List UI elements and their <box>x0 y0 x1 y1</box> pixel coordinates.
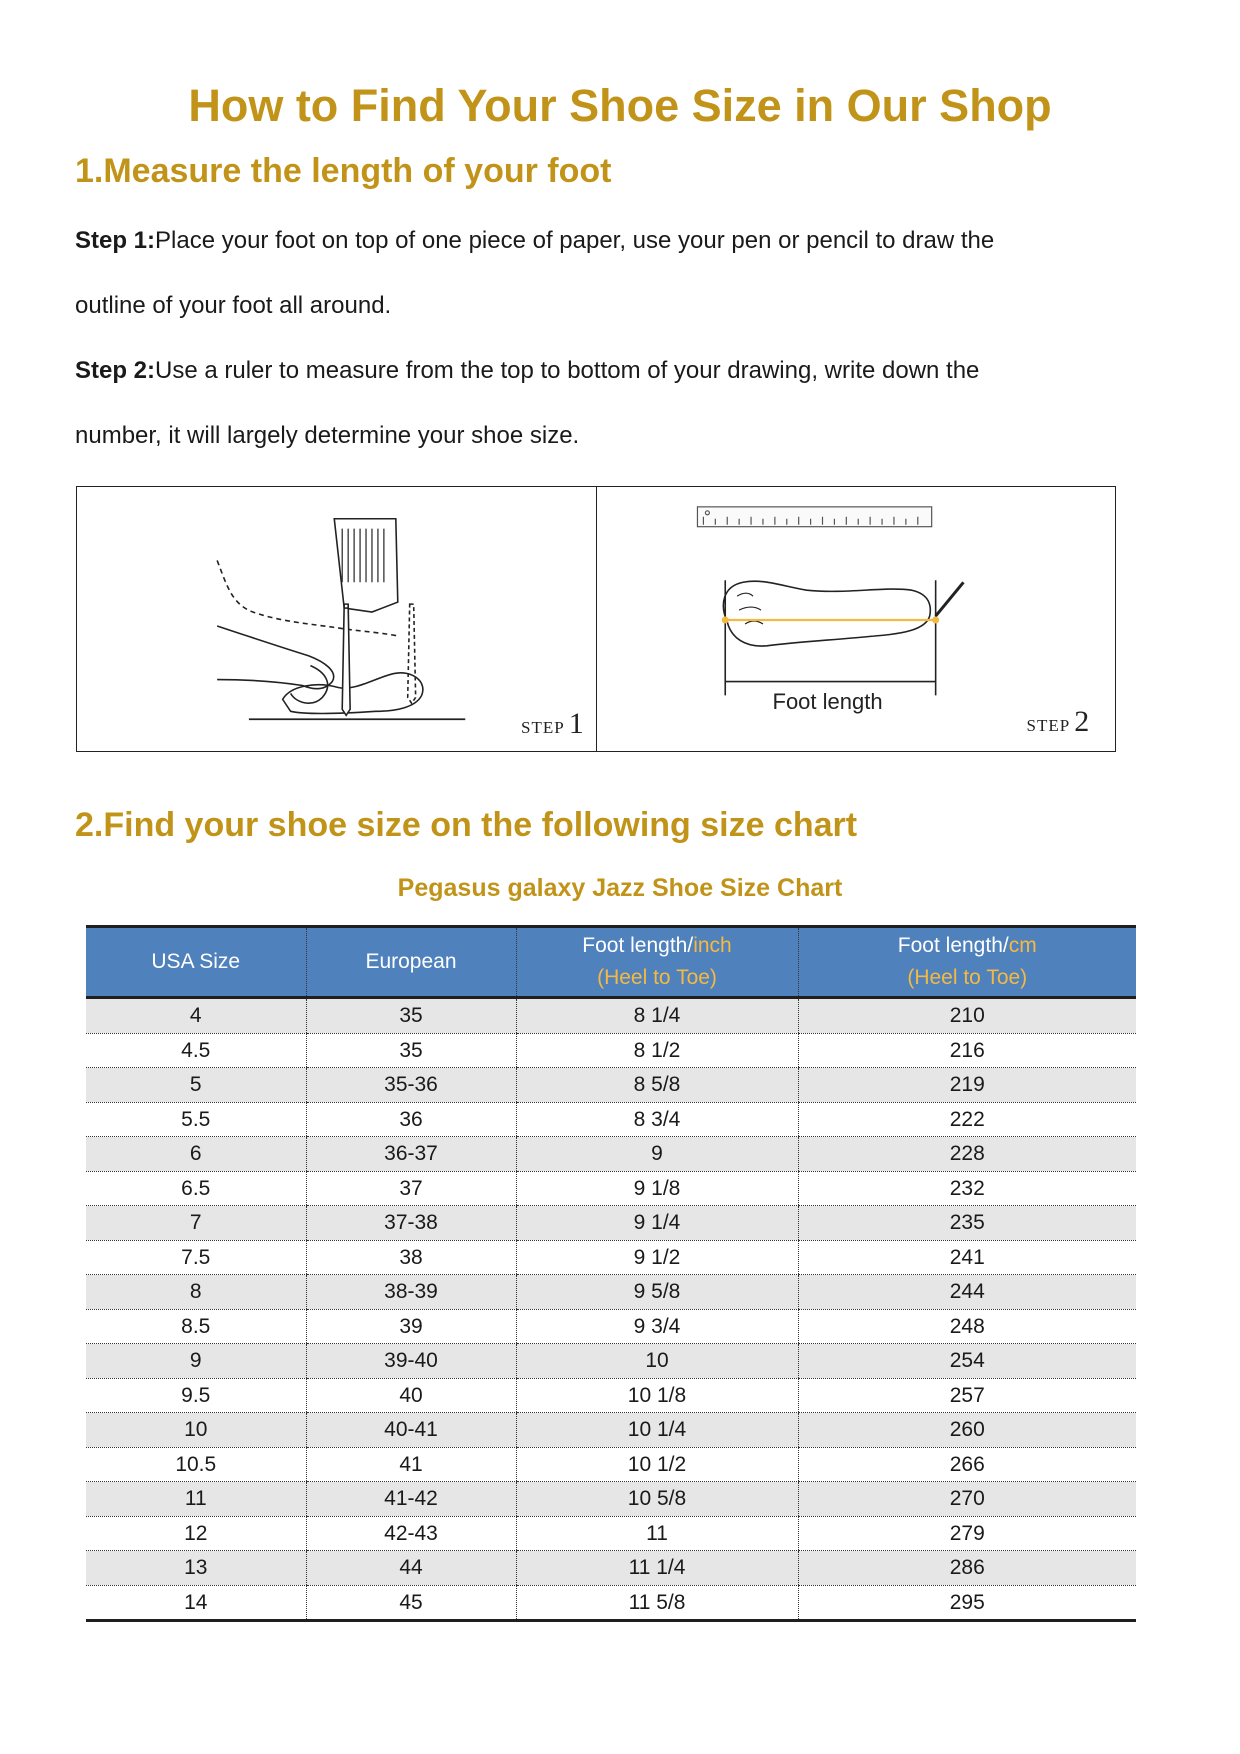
table-row <box>86 1378 1136 1413</box>
step-1-line-1 <box>75 226 1165 256</box>
european-cell: 36 <box>306 1102 516 1137</box>
foot-length-cm-cell: 266 <box>798 1447 1136 1482</box>
foot-length-cm-cell: 270 <box>798 1482 1136 1517</box>
european-cell: 38-39 <box>306 1275 516 1310</box>
table-row <box>86 1516 1136 1551</box>
foot-length-inch-cell: 10 5/8 <box>516 1482 798 1517</box>
foot-length-cm-cell: 232 <box>798 1171 1136 1206</box>
usa-size-cell: 12 <box>86 1516 306 1551</box>
foot-length-cm-cell: 219 <box>798 1068 1136 1103</box>
step-2-panel <box>596 487 1116 751</box>
foot-length-inch-cell: 9 1/8 <box>516 1171 798 1206</box>
step-2-label: Step 2: <box>75 357 156 384</box>
foot-length-cm-cell: 222 <box>798 1102 1136 1137</box>
european-cell: 35-36 <box>306 1068 516 1103</box>
table-row <box>86 1171 1136 1206</box>
header-foot-length-cm: Foot length/cm (Heel to Toe) <box>798 927 1136 998</box>
table-row <box>86 1551 1136 1586</box>
foot-length-cm-cell: 286 <box>798 1551 1136 1586</box>
section-2-heading: 2.Find your shoe size on the following size chart <box>75 806 858 844</box>
foot-length-cm-cell: 210 <box>798 998 1136 1034</box>
foot-length-cm-cell: 257 <box>798 1378 1136 1413</box>
foot-length-inch-cell: 8 5/8 <box>516 1068 798 1103</box>
table-row <box>86 1309 1136 1344</box>
header-european: European <box>306 927 516 998</box>
size-chart-body <box>86 998 1136 1621</box>
usa-size-cell: 7 <box>86 1206 306 1241</box>
page-title: How to Find Your Shoe Size in Our Shop <box>188 80 1052 131</box>
header-foot-length-inch: Foot length/inch (Heel to Toe) <box>516 927 798 998</box>
european-cell: 41-42 <box>306 1482 516 1517</box>
european-cell: 37 <box>306 1171 516 1206</box>
usa-size-cell: 6 <box>86 1137 306 1172</box>
foot-length-inch-cell: 11 1/4 <box>516 1551 798 1586</box>
usa-size-cell: 13 <box>86 1551 306 1586</box>
usa-size-cell: 9 <box>86 1344 306 1379</box>
usa-size-cell: 5.5 <box>86 1102 306 1137</box>
step-1-badge: STEP 1 <box>521 707 584 740</box>
measurement-figure <box>76 486 1116 752</box>
table-row <box>86 1275 1136 1310</box>
european-cell: 40-41 <box>306 1413 516 1448</box>
foot-length-inch-cell: 10 1/2 <box>516 1447 798 1482</box>
foot-length-cm-cell: 244 <box>798 1275 1136 1310</box>
table-row <box>86 1344 1136 1379</box>
foot-length-inch-cell: 8 3/4 <box>516 1102 798 1137</box>
european-cell: 37-38 <box>306 1206 516 1241</box>
usa-size-cell: 14 <box>86 1585 306 1621</box>
usa-size-cell: 5 <box>86 1068 306 1103</box>
foot-length-inch-cell: 9 3/4 <box>516 1309 798 1344</box>
foot-length-label: Foot length <box>772 689 883 714</box>
foot-length-inch-cell: 9 1/4 <box>516 1206 798 1241</box>
foot-length-inch-cell: 8 1/2 <box>516 1033 798 1068</box>
step-1-panel <box>77 487 596 751</box>
european-cell: 35 <box>306 998 516 1034</box>
usa-size-cell: 10 <box>86 1413 306 1448</box>
step-1-label: Step 1: <box>75 227 156 254</box>
usa-size-cell: 8 <box>86 1275 306 1310</box>
foot-length-inch-cell: 9 <box>516 1137 798 1172</box>
section-1-heading: 1.Measure the length of your foot <box>75 152 612 190</box>
header-usa-size: USA Size <box>86 927 306 998</box>
step-1-line-2: outline of your foot all around. <box>75 292 392 319</box>
european-cell: 42-43 <box>306 1516 516 1551</box>
foot-length-cm-cell: 241 <box>798 1240 1136 1275</box>
foot-length-cm-cell: 248 <box>798 1309 1136 1344</box>
foot-length-cm-cell: 235 <box>798 1206 1136 1241</box>
table-row <box>86 1068 1136 1103</box>
european-cell: 44 <box>306 1551 516 1586</box>
usa-size-cell: 4 <box>86 998 306 1034</box>
table-row <box>86 1447 1136 1482</box>
table-row <box>86 1240 1136 1275</box>
size-chart-table <box>86 925 1136 1622</box>
european-cell: 39 <box>306 1309 516 1344</box>
european-cell: 35 <box>306 1033 516 1068</box>
step-2-text: Use a ruler to measure from the top to bottom of your drawing, write down the <box>155 357 980 384</box>
foot-length-cm-cell: 228 <box>798 1137 1136 1172</box>
usa-size-cell: 9.5 <box>86 1378 306 1413</box>
usa-size-cell: 4.5 <box>86 1033 306 1068</box>
european-cell: 41 <box>306 1447 516 1482</box>
table-row <box>86 998 1136 1034</box>
step-2-badge: STEP 2 <box>1026 705 1090 738</box>
table-row <box>86 1033 1136 1068</box>
foot-length-inch-cell: 8 1/4 <box>516 998 798 1034</box>
step-1-text: Place your foot on top of one piece of paper, use your pen or pencil to draw the <box>155 227 995 254</box>
foot-length-cm-cell: 254 <box>798 1344 1136 1379</box>
foot-length-inch-cell: 10 <box>516 1344 798 1379</box>
table-row <box>86 1482 1136 1517</box>
step-2-line-1 <box>75 356 1165 386</box>
table-row <box>86 1206 1136 1241</box>
european-cell: 39-40 <box>306 1344 516 1379</box>
foot-length-inch-cell: 11 5/8 <box>516 1585 798 1621</box>
table-header-row <box>86 927 1136 998</box>
usa-size-cell: 6.5 <box>86 1171 306 1206</box>
foot-length-inch-cell: 10 1/8 <box>516 1378 798 1413</box>
usa-size-cell: 8.5 <box>86 1309 306 1344</box>
foot-length-cm-cell: 295 <box>798 1585 1136 1621</box>
foot-length-cm-cell: 260 <box>798 1413 1136 1448</box>
usa-size-cell: 11 <box>86 1482 306 1517</box>
usa-size-cell: 10.5 <box>86 1447 306 1482</box>
table-row <box>86 1413 1136 1448</box>
foot-length-inch-cell: 9 5/8 <box>516 1275 798 1310</box>
chart-title: Pegasus galaxy Jazz Shoe Size Chart <box>397 874 843 902</box>
european-cell: 38 <box>306 1240 516 1275</box>
table-row <box>86 1102 1136 1137</box>
step-2-line-2: number, it will largely determine your shoe size. <box>75 422 580 449</box>
table-row <box>86 1137 1136 1172</box>
foot-length-inch-cell: 10 1/4 <box>516 1413 798 1448</box>
foot-tracing-illustration <box>77 487 596 751</box>
european-cell: 45 <box>306 1585 516 1621</box>
foot-length-inch-cell: 11 <box>516 1516 798 1551</box>
foot-length-cm-cell: 279 <box>798 1516 1136 1551</box>
usa-size-cell: 7.5 <box>86 1240 306 1275</box>
european-cell: 40 <box>306 1378 516 1413</box>
european-cell: 36-37 <box>306 1137 516 1172</box>
foot-length-cm-cell: 216 <box>798 1033 1136 1068</box>
foot-length-inch-cell: 9 1/2 <box>516 1240 798 1275</box>
table-row <box>86 1585 1136 1621</box>
